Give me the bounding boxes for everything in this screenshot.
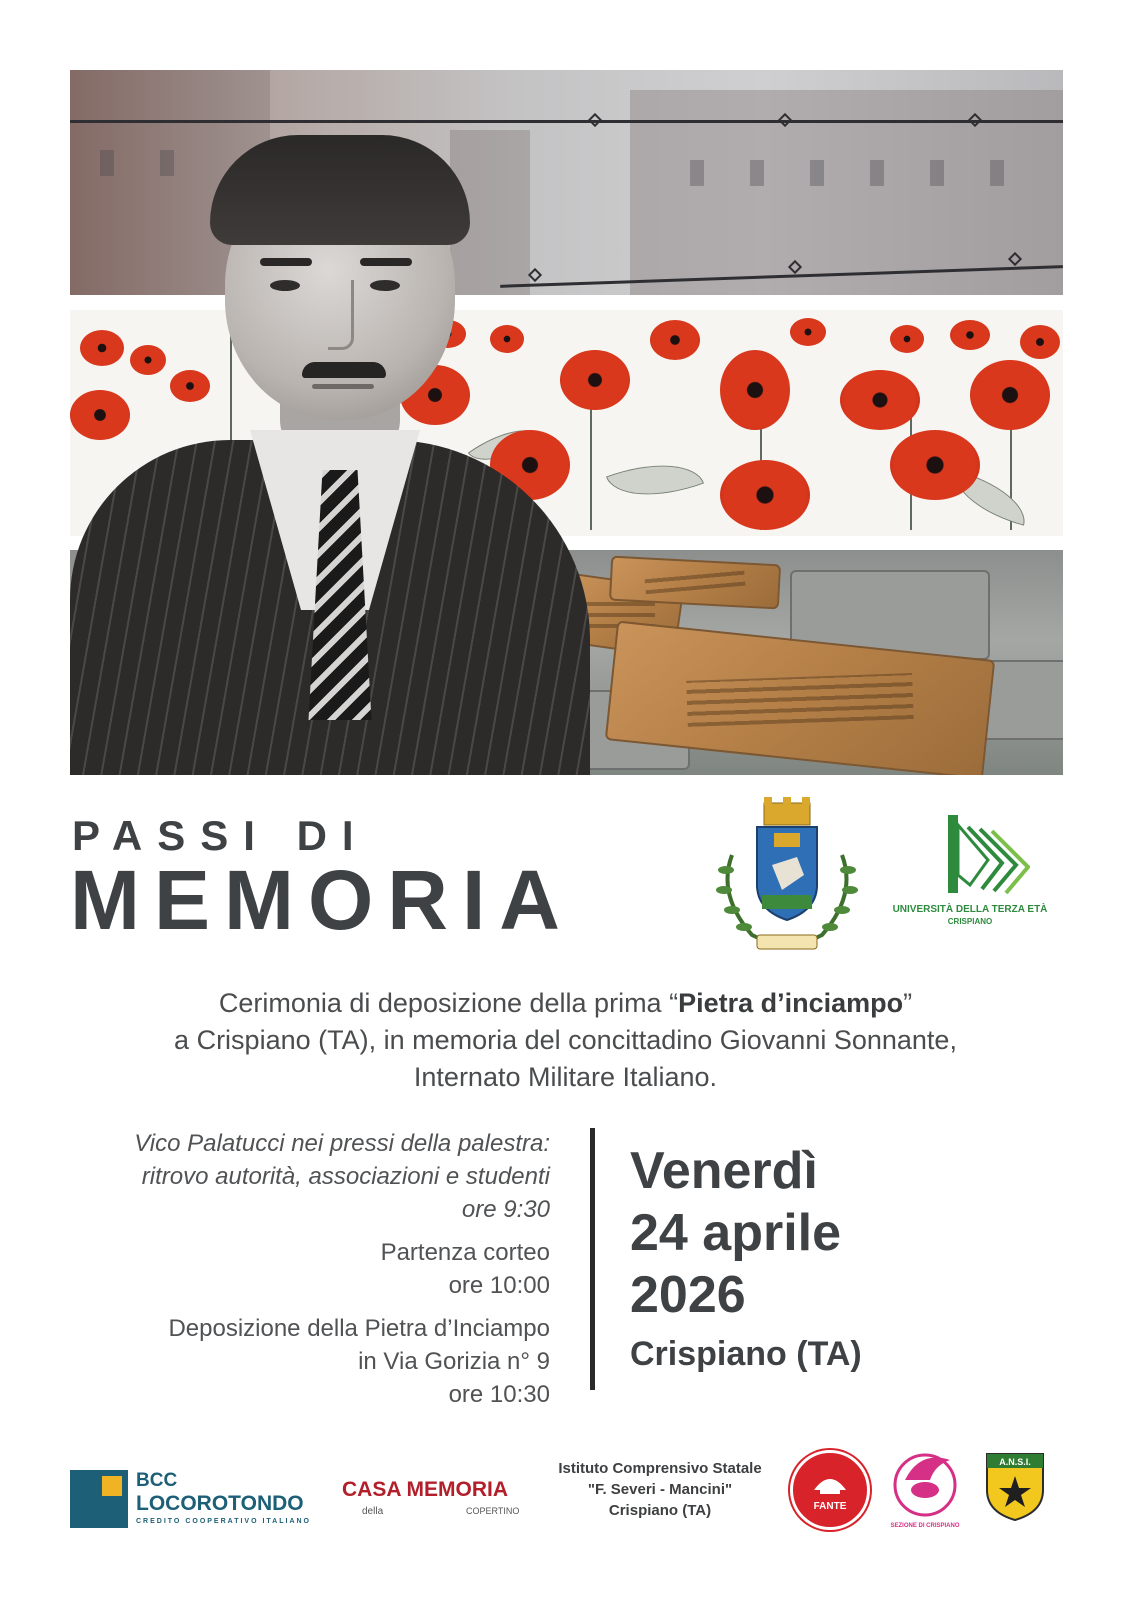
ceremony-description xyxy=(80,985,1051,1096)
crispiano-coat-of-arms xyxy=(712,795,862,955)
date-weekday: Venerdì xyxy=(630,1142,818,1200)
bcc-locorotondo-logo: BCC LOCOROTONDO CREDITO COOPERATIVO ITALIANO xyxy=(70,1470,330,1530)
university-city: CRISPIANO xyxy=(947,917,993,926)
title-line-1: PASSI DI xyxy=(72,812,369,859)
date-year: 2026 xyxy=(630,1266,746,1324)
bersaglieri-logo: SEZIONE DI CRISPIANO xyxy=(890,1445,960,1535)
bcc-mark-icon xyxy=(70,1470,128,1528)
stumbling-stone xyxy=(609,556,781,610)
portrait-giovanni-sonnante xyxy=(70,110,590,775)
description-line-3: Internato Militare Italiano. xyxy=(413,1062,718,1092)
schedule-item-laying: Deposizione della Pietra d’Inciampo in Via Gorizia n° 9 ore 10:30 xyxy=(168,1315,550,1408)
hero-collage xyxy=(70,70,1063,775)
description-line-1: Cerimonia di deposizione della prima “Pietra d’inciampo” xyxy=(218,988,913,1018)
sponsor-logos xyxy=(0,1440,1131,1560)
poppy xyxy=(720,460,810,530)
schedule-item-procession: Partenza corteo ore 10:00 xyxy=(380,1239,550,1299)
event-date xyxy=(630,1140,862,1378)
poppy xyxy=(1020,325,1060,359)
poppy xyxy=(720,350,790,430)
poppy xyxy=(650,320,700,360)
ansi-logo xyxy=(985,1452,1045,1522)
event-schedule xyxy=(60,1127,550,1421)
university-third-age-logo xyxy=(880,815,1060,935)
university-name: UNIVERSITÀ DELLA TERZA ETÀ xyxy=(892,904,1048,915)
poppy xyxy=(790,318,826,346)
poppy xyxy=(890,325,924,353)
poppy xyxy=(840,370,920,430)
plumed-hat-icon xyxy=(890,1445,960,1523)
date-day-month: 24 aprile xyxy=(630,1204,842,1262)
date-place: Crispiano (TA) xyxy=(630,1335,862,1373)
poppy xyxy=(950,320,990,350)
casa-memoria-logo: CASA MEMORIA della COPERTINO xyxy=(342,1478,520,1517)
associazione-fante-logo: FANTE xyxy=(790,1450,870,1530)
title-line-2: MEMORIA xyxy=(70,853,574,947)
schedule-item-meeting: Vico Palatucci nei pressi della palestra: ritrovo autorità, associazioni e studenti ore 9:30 xyxy=(134,1130,550,1223)
vertical-divider xyxy=(590,1128,595,1390)
description-line-2: a Crispiano (TA), in memoria del concittadino Giovanni Sonnante, xyxy=(174,1025,957,1055)
book-icon xyxy=(910,815,1030,895)
poppy xyxy=(970,360,1050,430)
pietra-dinciampo-highlight: Pietra d’inciampo xyxy=(678,988,904,1018)
helmet-icon xyxy=(790,1450,870,1530)
school-name: Istituto Comprensivo Statale "F. Severi - Mancini" Crispiano (TA) xyxy=(558,1460,762,1519)
poppy xyxy=(890,430,980,500)
svg-text:A.N.S.I.: A.N.S.I. xyxy=(999,1457,1031,1467)
